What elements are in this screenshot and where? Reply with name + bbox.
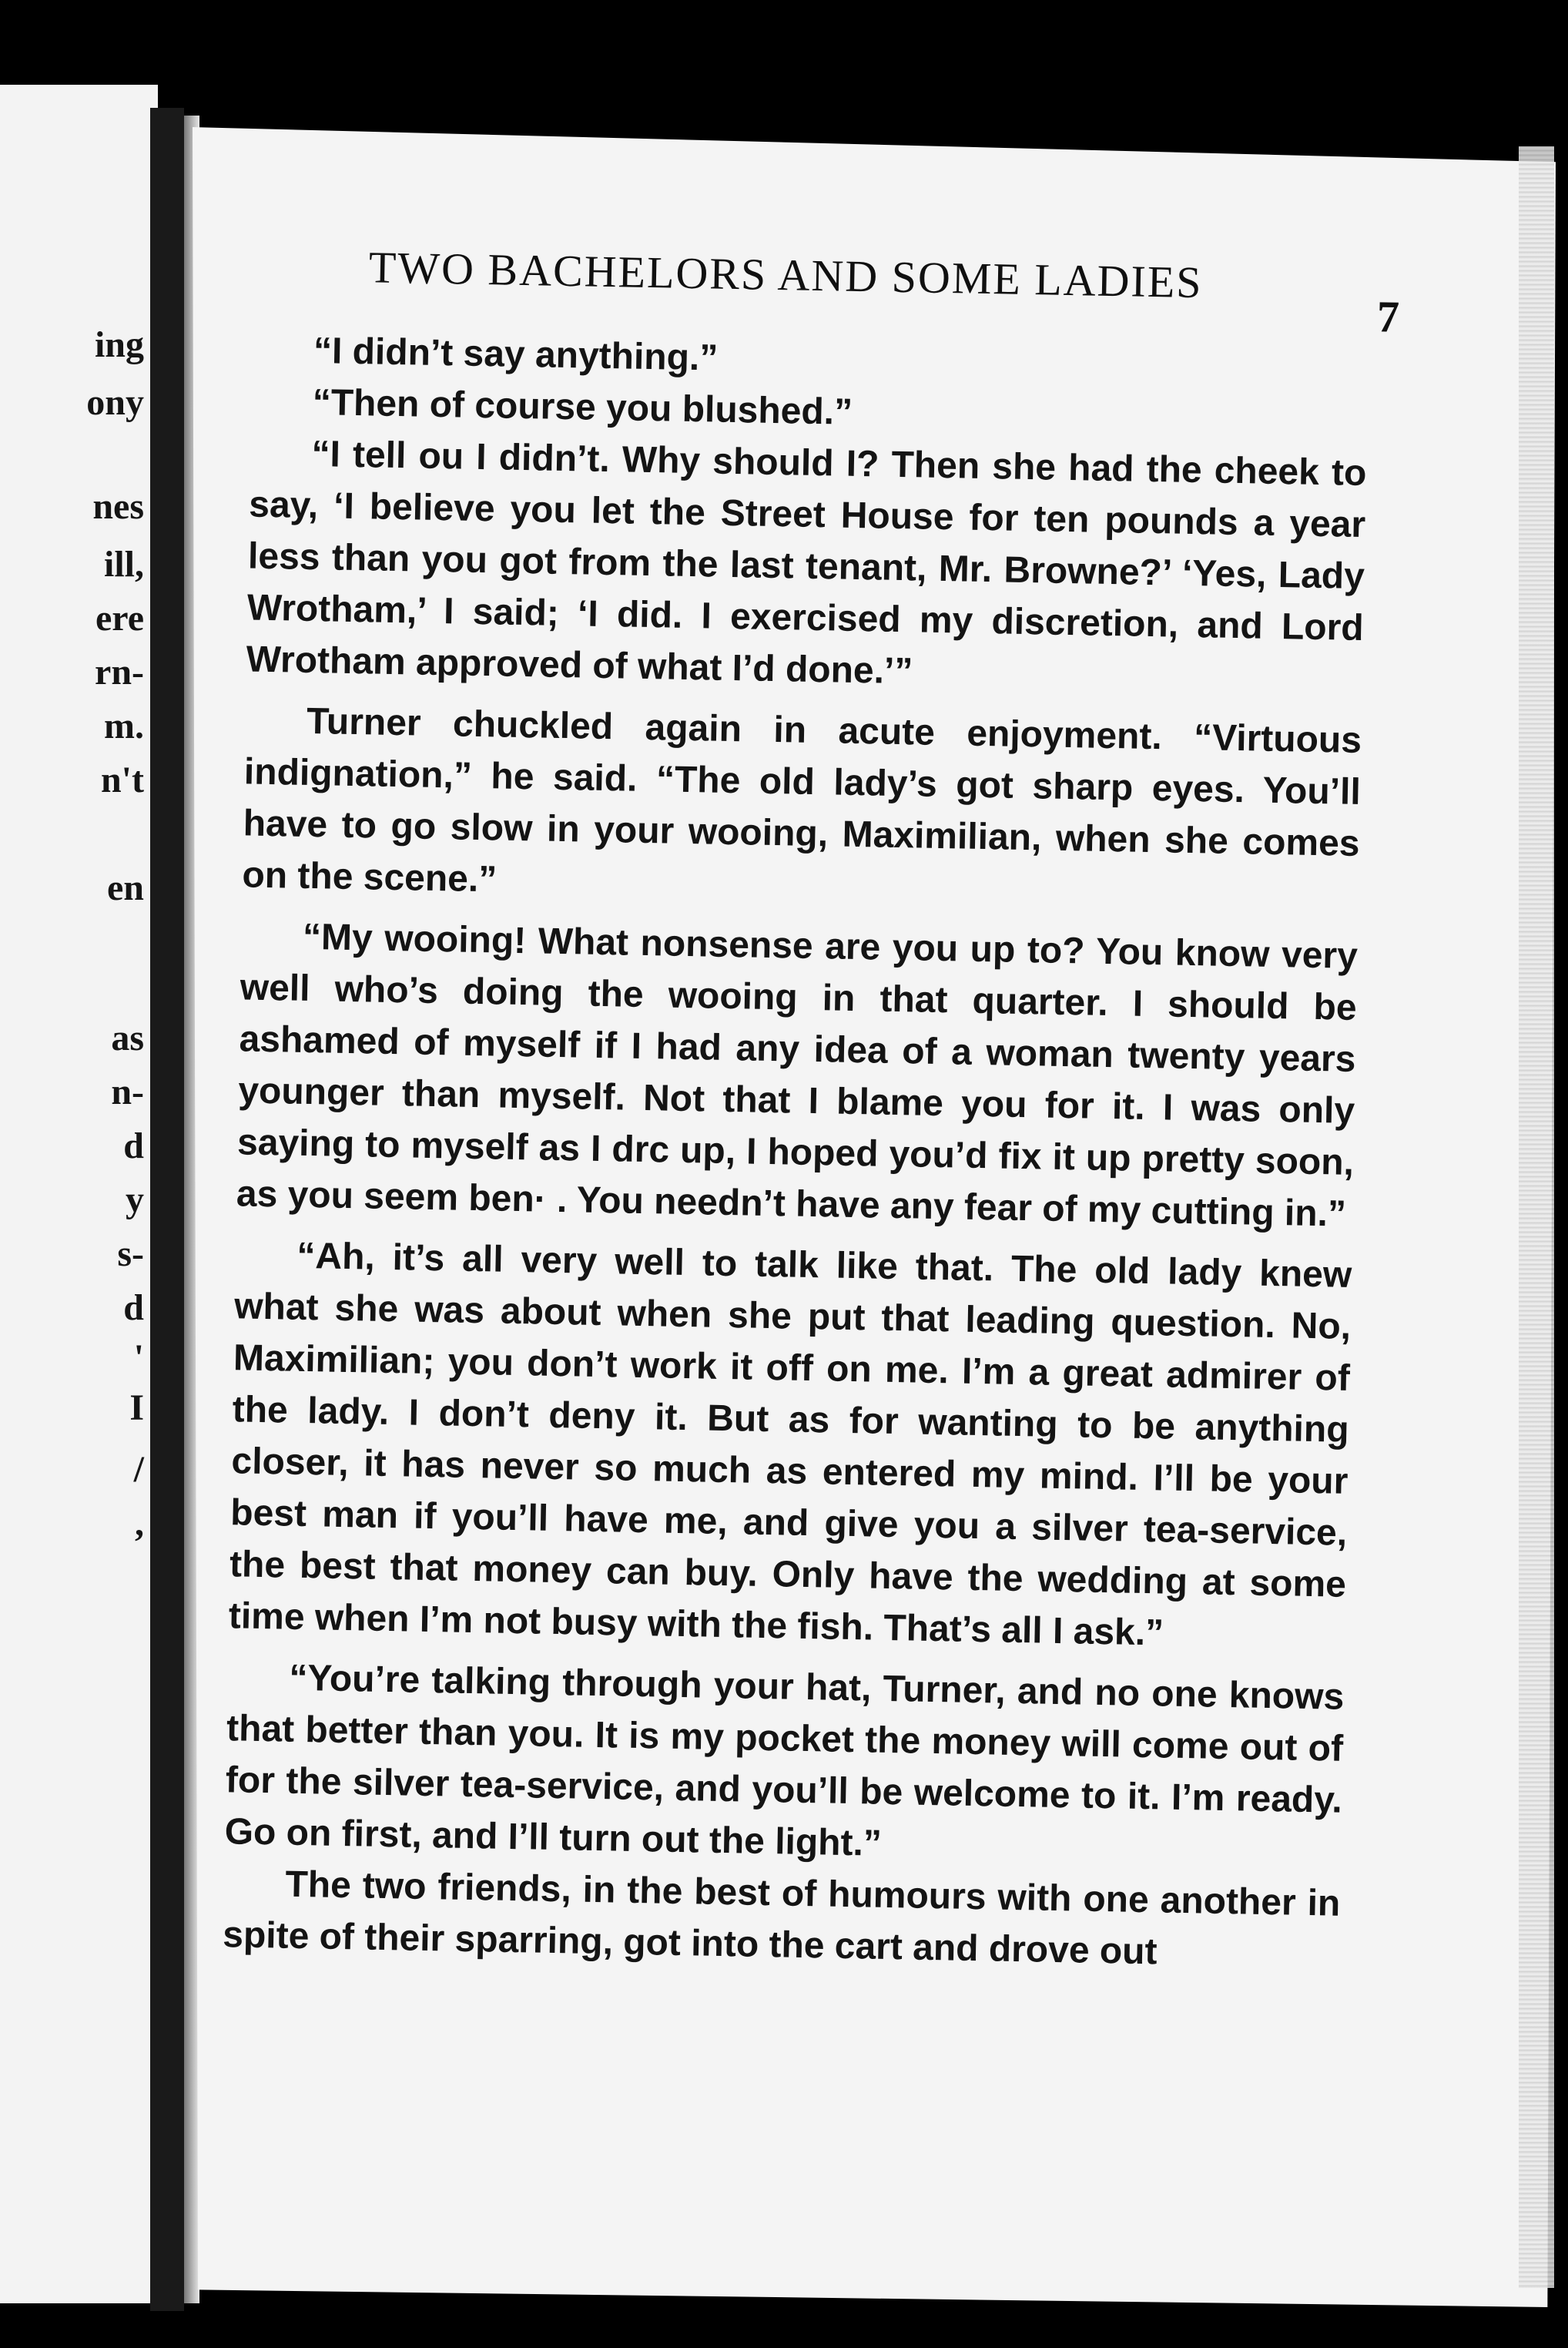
book-spine-gutter: [150, 108, 184, 2311]
left-fragment-text: y: [126, 1179, 144, 1220]
left-fragment-text: d: [123, 1125, 144, 1166]
running-head: TWO BACHELORS AND SOME LADIES: [368, 242, 1204, 308]
left-fragment-text: ': [133, 1337, 144, 1378]
left-fragment-text: s-: [117, 1233, 144, 1274]
paragraph: “Ah, it’s all very well to talk like that. The old lady knew what she was about when she put that leading question. No, Maximilian; you don’t work it off on me. I’m a great admirer of the lady. I don’t deny it. But as for wanting to be anything closer, it has never so much as entered my mind. I’ll be your best man if you’ll have me, and give you a silver tea-service, the best that money can buy. Only have the wedding at some time when I’m not busy with the fish. That’s all I ask.”: [228, 1235, 1352, 1654]
left-fragment-text: nes: [92, 486, 144, 527]
left-fragment-text: m.: [104, 706, 144, 746]
paragraph: “You’re talking through your hat, Turner, and no one knows that better than you. It is my pocket the money will come out of for the silver tea-service, and you’ll be welcome to it. I’m ready. Go on first, and I’ll turn out the light.”: [224, 1657, 1345, 1864]
left-fragment-text: d: [123, 1287, 144, 1328]
left-fragment-text: ony: [86, 382, 144, 423]
page-number: 7: [1376, 291, 1400, 342]
left-fragment-text: ing: [94, 324, 144, 365]
left-fragment-text: en: [107, 867, 144, 908]
left-fragment-text: as: [111, 1018, 144, 1058]
left-page-fragment: [0, 85, 158, 2303]
left-fragment-text: ill,: [103, 544, 144, 585]
left-fragment-text: n-: [111, 1072, 144, 1112]
page-edge-stack: [1519, 146, 1554, 2288]
left-fragment-text: ,: [135, 1503, 144, 1544]
left-fragment-text: n't: [100, 760, 144, 800]
paragraph: “Then of course you blushed.”: [312, 381, 853, 433]
left-fragment-text: I: [129, 1387, 144, 1428]
left-fragment-text: rn-: [95, 652, 144, 693]
body-text: [223, 324, 1369, 1981]
paragraph: “I didn’t say anything.”: [313, 330, 719, 379]
paragraph: Turner chuckled again in acute enjoyment. “Virtuous indignation,” he said. “The old lady’s got sharp eyes. You’ll have to go slow in your wooing, Maximilian, when she comes on the scene.”: [242, 700, 1362, 901]
paragraph: “I tell ou I didn’t. Why should I? Then she had the cheek to say, ‘I believe you let the Street House for ten pounds a year less than you got from the last tenant, Mr. Browne?’ ‘Yes, Lady Wrotham,’ I said; ‘I did. I exercised my discretion, and Lord Wrotham approved of what I’d done.’”: [246, 433, 1367, 693]
left-fragment-text: ere: [95, 598, 144, 639]
paragraph: “My wooing! What nonsense are you up to? You know very well who’s doing the wooing in that quarter. I should be ashamed of myself if I had any idea of a woman twenty years younger than myself. Not that I blame you for it. I was only saying to myself as I drc up, I hoped you’d fix it up pretty soon, as you seem ben· . You needn’t have any fear of my cutting in.”: [236, 916, 1359, 1235]
left-fragment-text: /: [133, 1449, 144, 1490]
paragraph: The two friends, in the best of humours with one another in spite of their sparring, got into the cart and drove out: [222, 1863, 1341, 1973]
